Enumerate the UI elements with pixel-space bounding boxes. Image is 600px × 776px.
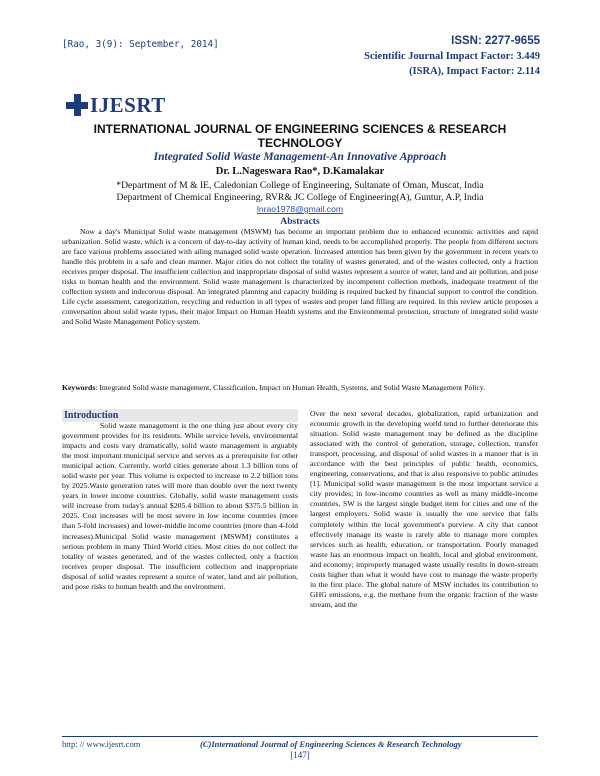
authors: Dr. L.Nageswara Rao*, D.Kamalakar bbox=[215, 166, 385, 177]
abstract-heading: Abstracts bbox=[280, 216, 320, 227]
introduction-paragraph: Solid waste management is the one thing just about every city government provides for its residents. While service levels, environmental impacts and costs vary dramatically, solid waste management is arguably the most important municipal service and serves as a prerequisite for other municipal action. Currently, world cities generate about 1.3 billion tons of solid waste per year. This volume is expected to increase to 2.2 billion tons by 2025.Waste generation rates will more than double over the next twenty years in lower income countries. Globally, solid waste management costs will increase from today's annual $205.4 billion to about $375.5 billion in 2025. Cost increases will be most severe in low income countries (more than 5-fold increases) and lower-middle income countries (more than 4-fold increases).Municipal Solid waste management (MSWM) constitutes a serious problem in many Third World cities. Most cities do not collect the totality of wastes generated, and of the wastes collected, only a fraction receives proper disposal. The insufficient collection and inappropriate disposal of solid wastes represent a source of water, land and air pollution, and pose risks to human health and the environment. bbox=[62, 421, 298, 591]
impact-factor-sjif: Scientific Journal Impact Factor: 3.449 bbox=[364, 51, 540, 62]
logo-text: IJESRT bbox=[90, 92, 166, 117]
keywords bbox=[62, 383, 538, 393]
medical-cross-icon bbox=[66, 94, 88, 116]
author-email-container bbox=[50, 204, 550, 214]
footer-divider bbox=[62, 736, 538, 737]
introduction-heading: Introduction bbox=[62, 409, 298, 422]
journal-name: INTERNATIONAL JOURNAL OF ENGINEERING SCIENCES & RESEARCH TECHNOLOGY bbox=[93, 122, 507, 150]
keywords-label: Keywords bbox=[62, 383, 96, 392]
issn: ISSN: 2277-9655 bbox=[451, 35, 540, 47]
abstract-body: Now a day's Municipal Solid waste management (MSWM) has become an important problem due to enhanced economic activities and rapid urbanization. Solid waste, which is a concern of day-to-day activity of human kind, needs to be accomplished properly. The people from different sectors are face various problems associated with ailing managed solid waste operation. Increased attention has been given by the government in recent years to handle this problem in a safe and clean manner. Major cities do not collect the totality of wastes generated, and of the wastes collected, only a fraction receives proper disposal. The insufficient collection and inappropriate disposal of solid wastes represent a source of water, land and air pollution, and pose risks to human health and the environment. Solid waste management is characterized by incompetent collection methods, inadequate treatment of the collection system and indecorous disposal. An integrated planning and capacity building is required backed by financial support to control the condition. Life cycle assessment, categorization, recycling and reduction in all types of wastes and proper land filling are required. In this review article proposes a conversation about solid waste types, their major Impact on Human Health systems and the Environmental protection, structure of integrated solid waste and Solid Waste Management Policy system. bbox=[62, 227, 538, 327]
affiliation-2: Department of Chemical Engineering, RVR& JC College of Engineering(A), Guntur, A.P, India bbox=[116, 192, 484, 203]
paper-title: Integrated Solid Waste Management-An Innovative Approach bbox=[153, 151, 447, 163]
introduction-right-column: Over the next several decades, globalization, rapid urbanization and economic growth in the developing world tend to further deteriorate this situation. Solid waste management may be defined as the discipline associated with the control of generation, storage, collection, transfer transport, processing, and disposal of solid wastes in a manner that is in accordance with the best principles of public health, economics, engineering, conservations, and that is also responsive to public attitudes [1]. Municipal solid waste management is the most important service a city provides; in low-income countries as well as many middle-income countries, SW is the largest single budget item for cities and one of the largest employers. Solid waste is usually the one service that falls completely within the local government's purview. A city that cannot effectively manage its waste is rarely able to manage more complex services such as health, education, or transportation. Poorly managed waste has an enormous impact on health, local and global environment, and economy; improperly managed waste usually results in down-stream costs higher than what it would have cost to manage the waste properly in the first place. The global nature of MSW includes its contribution to GHG emissions, e.g. the methane from the organic fraction of the waste stream, and the bbox=[310, 409, 538, 609]
footer-url-link[interactable]: http: // www.ijesrt.com bbox=[62, 739, 141, 749]
author-email-link[interactable]: lnrao1978@gmail.com bbox=[256, 204, 344, 214]
introduction-left-column bbox=[62, 421, 298, 592]
affiliation-1: *Department of M & IE, Caledonian College of Engineering, Sultanate of Oman, Muscat, India bbox=[116, 180, 484, 191]
footer-copyright: (C)International Journal of Engineering Sciences & Research Technology bbox=[200, 739, 462, 749]
journal-logo bbox=[66, 92, 166, 118]
keywords-text: : Integrated Solid waste management, Classification, Impact on Human Health, Systems, and Solid Waste Management Policy. bbox=[95, 383, 486, 392]
impact-factor-isra: (ISRA), Impact Factor: 2.114 bbox=[409, 66, 540, 77]
page-number: [147] bbox=[290, 750, 310, 760]
issue-reference: [Rao, 3(9): September, 2014] bbox=[62, 39, 219, 50]
